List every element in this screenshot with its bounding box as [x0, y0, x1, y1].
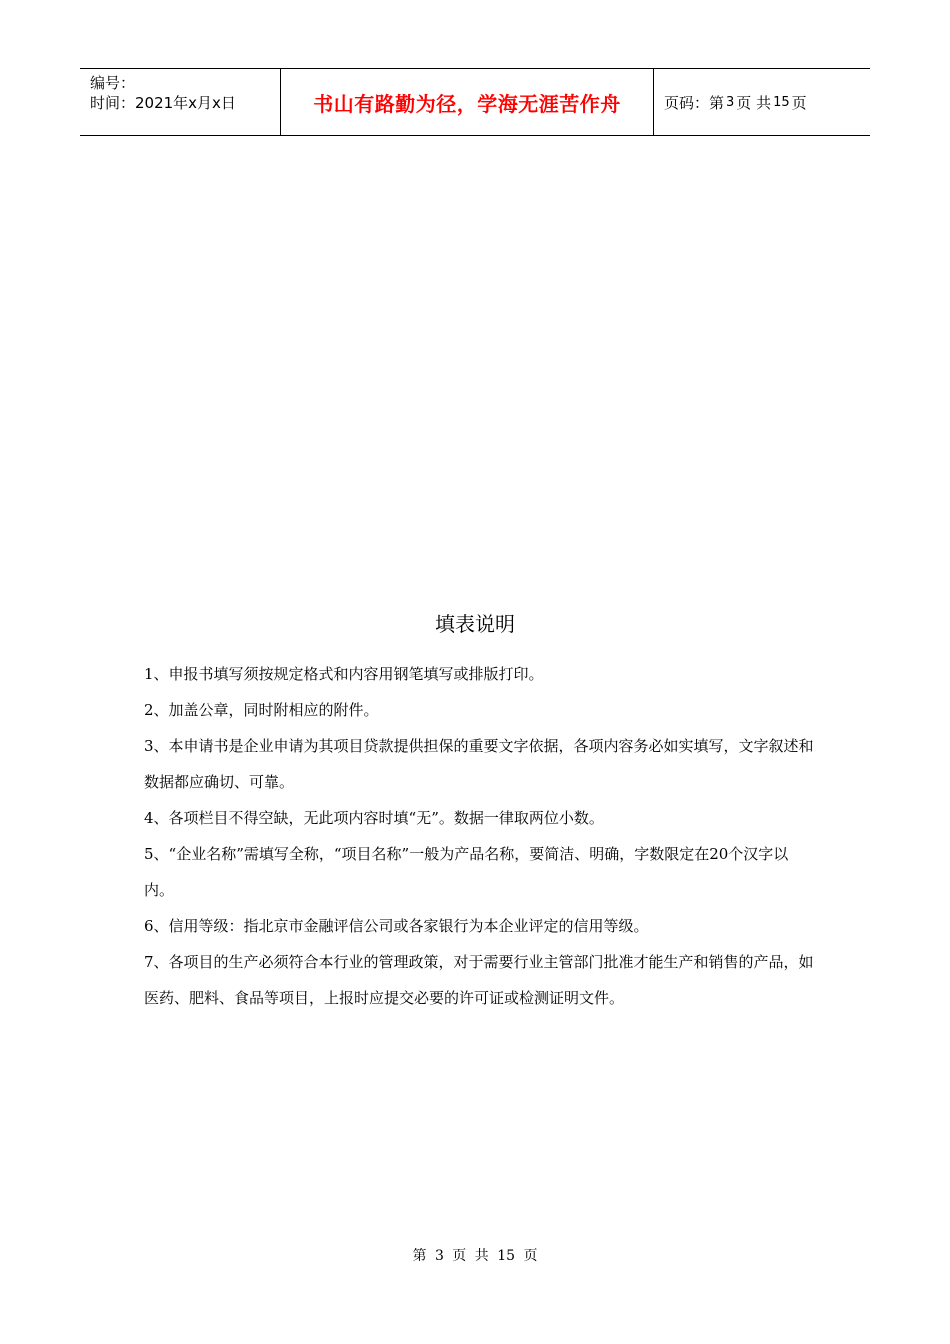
- page-footer: 第 3 页 共 15 页: [412, 1248, 538, 1264]
- header-motto: 书山有路勤为径，学海无涯苦作舟: [313, 91, 621, 116]
- instruction-item: 6、信用等级：指北京市金融评信公司或各家银行为本企业评定的信用等级。: [144, 917, 649, 935]
- page-suffix: 页: [791, 93, 807, 112]
- instruction-item: 3、本申请书是企业申请为其项目贷款提供担保的重要文字依据，各项内容务必如实填写，文字叙述和数据都应确切、可靠。: [144, 737, 814, 791]
- time-line: 时间：2021年x月x日: [90, 94, 236, 112]
- instruction-item: 2、加盖公章，同时附相应的附件。: [144, 701, 379, 719]
- document-header: [80, 68, 870, 136]
- page-total: 15: [773, 94, 790, 110]
- number-label: 编号：: [90, 74, 136, 92]
- page-current: 3: [726, 94, 735, 110]
- page-prefix: 页码：第: [664, 93, 725, 112]
- section-title: 填表说明: [435, 612, 515, 636]
- instruction-item: 5、“企业名称”需填写全称，“项目名称”一般为产品名称，要简洁、明确，字数限定在20个汉字以内。: [144, 845, 789, 899]
- header-motto-cell: [281, 69, 654, 135]
- header-info-cell: [80, 69, 281, 135]
- instruction-list: [144, 656, 814, 1016]
- instruction-item: 7、各项目的生产必须符合本行业的管理政策，对于需要行业主管部门批准才能生产和销售的产品，如医药、肥料、食品等项目，上报时应提交必要的许可证或检测证明文件。: [144, 953, 814, 1007]
- instruction-item: 4、各项栏目不得空缺，无此项内容时填“无”。数据一律取两位小数。: [144, 809, 604, 827]
- instruction-item: 1、申报书填写须按规定格式和内容用钢笔填写或排版打印。: [144, 665, 544, 683]
- header-page-cell: [654, 69, 870, 135]
- page-mid: 页 共: [736, 93, 772, 112]
